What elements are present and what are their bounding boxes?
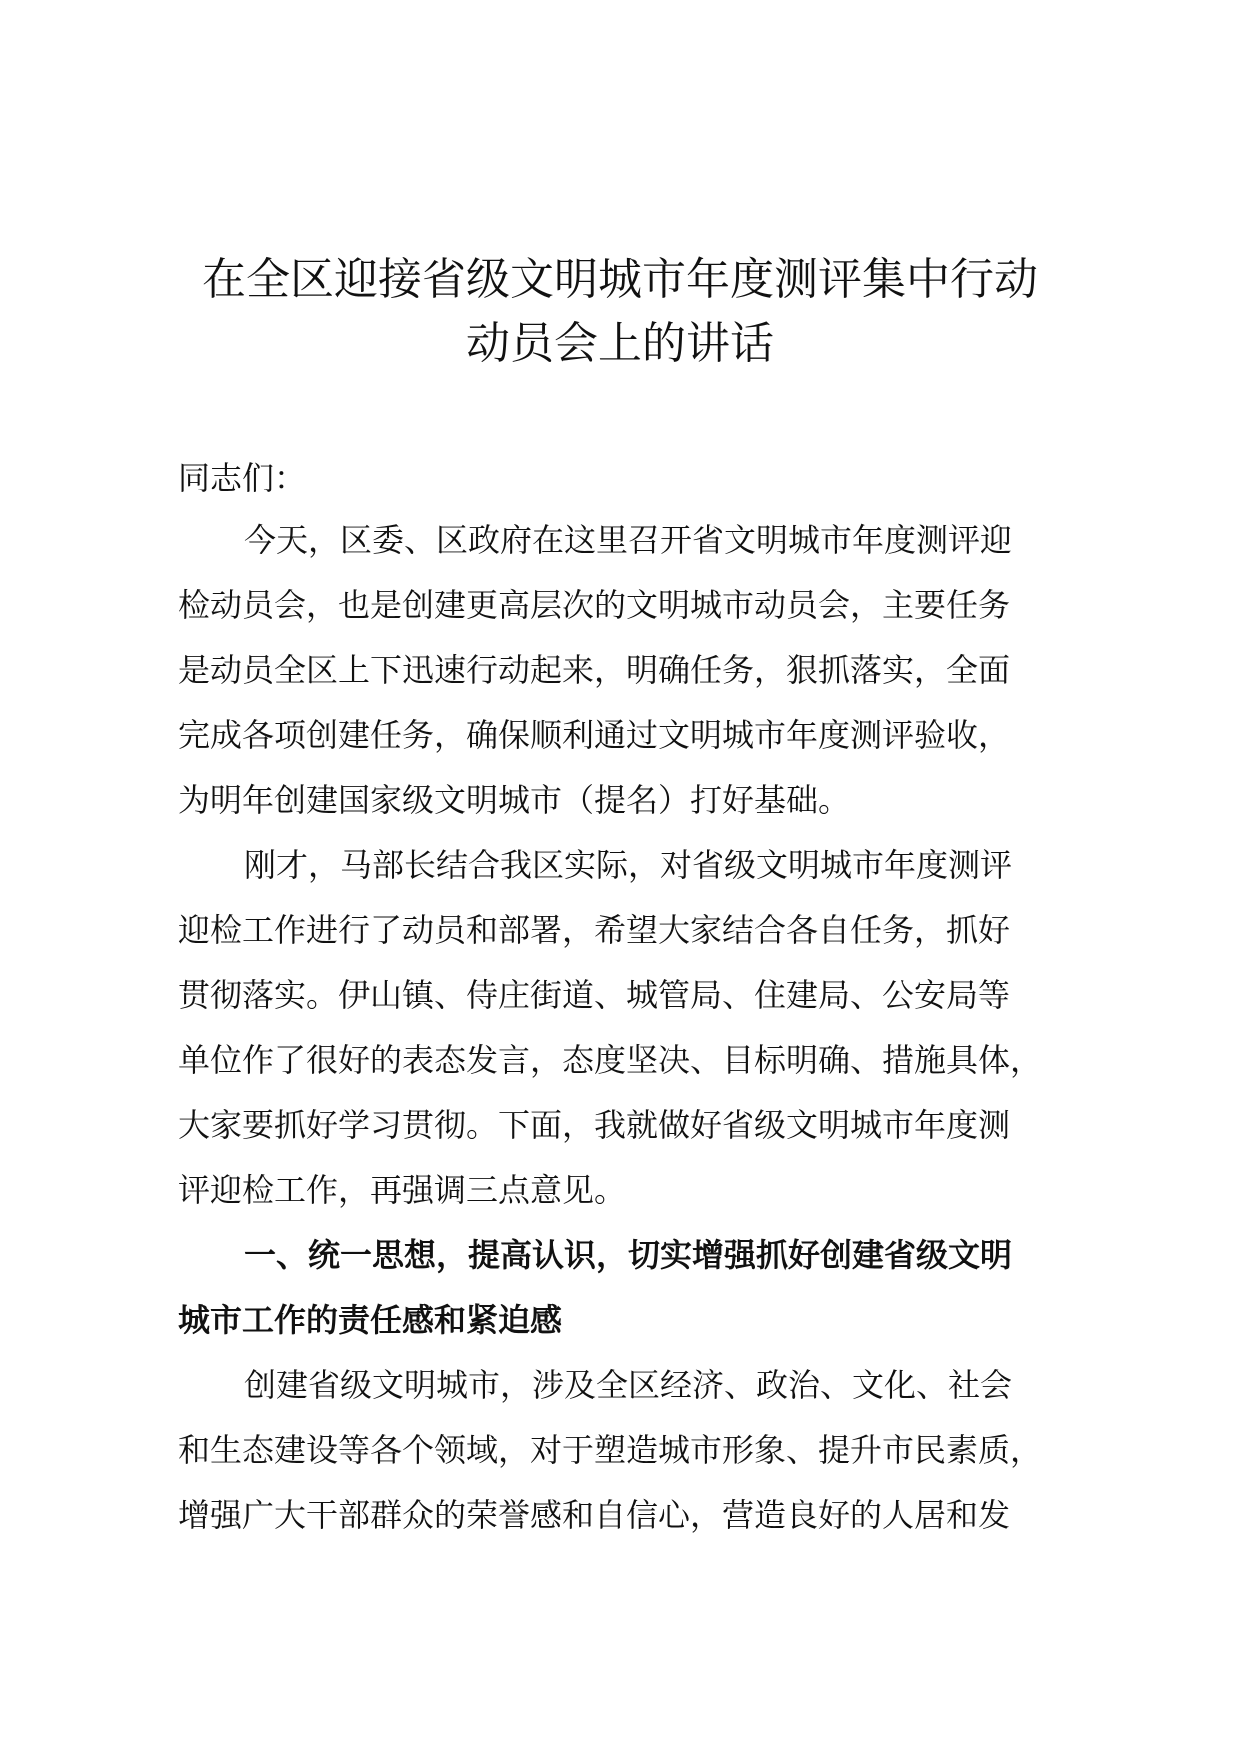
paragraph-line: 今天，区委、区政府在这里召开省文明城市年度测评迎 [244,521,1013,559]
document-title [150,248,1090,376]
title-line-2: 动员会上的讲话 [466,318,774,369]
paragraph-line: 评迎检工作，再强调三点意见。 [178,1171,627,1209]
paragraph-line: 单位作了很好的表态发言，态度坚决、目标明确、措施具体， [178,1041,1043,1079]
paragraph-line: 迎检工作进行了动员和部署，希望大家结合各自任务，抓好 [178,911,1011,949]
section-heading-line: 城市工作的责任感和紧迫感 [178,1301,563,1339]
paragraph-line: 是动员全区上下迅速行动起来，明确任务，狠抓落实，全面 [178,651,1011,689]
paragraph-line: 和生态建设等各个领域，对于塑造城市形象、提升市民素质， [178,1431,1043,1469]
paragraph-line: 完成各项创建任务，确保顺利通过文明城市年度测评验收， [178,716,1011,754]
paragraph-line: 创建省级文明城市，涉及全区经济、政治、文化、社会 [244,1366,1013,1404]
paragraph-line: 增强广大干部群众的荣誉感和自信心，营造良好的人居和发 [178,1496,1011,1534]
document-body [178,508,1098,1548]
paragraph-line: 刚才，马部长结合我区实际，对省级文明城市年度测评 [244,846,1013,884]
paragraph-line: 大家要抓好学习贯彻。下面，我就做好省级文明城市年度测 [178,1106,1011,1144]
paragraph-line: 贯彻落实。伊山镇、侍庄街道、城管局、住建局、公安局等 [178,976,1011,1014]
paragraph-line: 为明年创建国家级文明城市（提名）打好基础。 [178,781,851,819]
paragraph-line: 检动员会，也是创建更高层次的文明城市动员会，主要任务 [178,586,1011,624]
section-heading-line: 一、统一思想，提高认识，切实增强抓好创建省级文明 [244,1236,1013,1274]
title-line-1: 在全区迎接省级文明城市年度测评集中行动 [202,254,1038,305]
salutation: 同志们： [178,459,307,497]
